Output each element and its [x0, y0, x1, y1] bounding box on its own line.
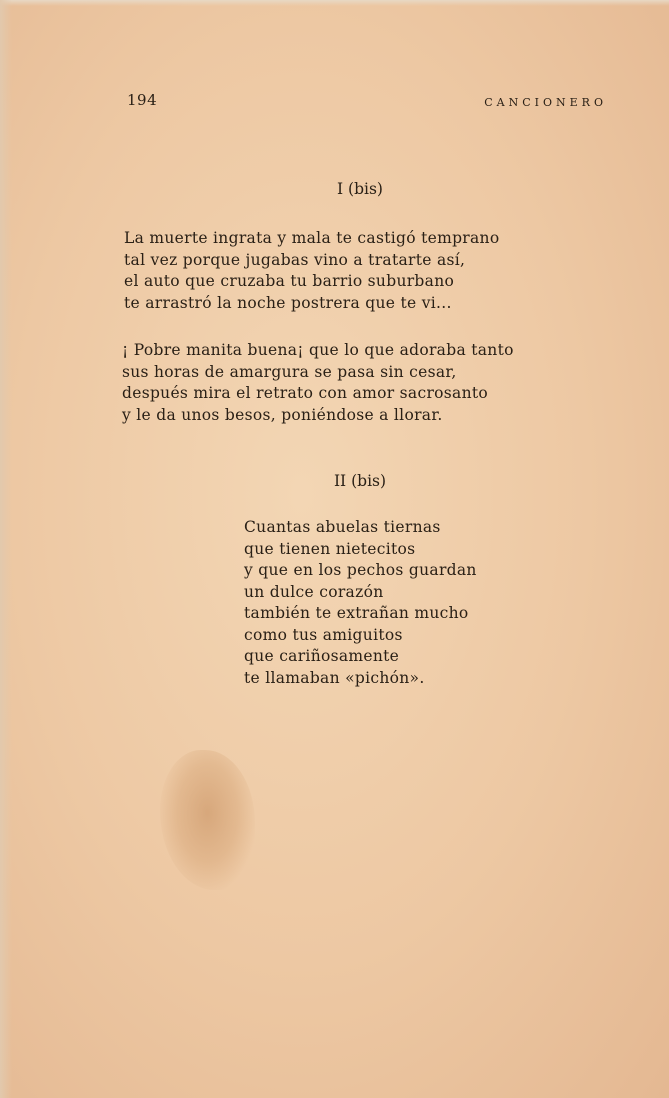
verse-line: La muerte ingrata y mala te castigó temprano — [124, 229, 500, 247]
page-top-edge — [0, 0, 669, 6]
verse-line: que cariñosamente — [244, 647, 400, 665]
verse-line: que tienen nietecitos — [244, 539, 416, 558]
verse-line: ¡ Pobre manita buena¡ que lo que adoraba tanto — [122, 341, 514, 359]
verse-line: Cuantas abuelas tiernas — [244, 518, 441, 536]
verse-line: como tus amiguitos — [244, 625, 403, 644]
stanza — [124, 228, 499, 314]
verse-line: después mira el retrato con amor sacrosanto — [122, 384, 489, 402]
verse-line: y le da unos besos, poniéndose a llorar. — [122, 405, 443, 424]
section-title-1: I (bis) — [337, 180, 383, 198]
verse-line: y que en los pechos guardan — [244, 561, 477, 579]
verse-line: también te extrañan mucho — [244, 604, 469, 622]
verse-line: un dulce corazón — [244, 582, 384, 601]
page-number: 194 — [127, 91, 158, 109]
verse-line: tal vez porque jugabas vino a tratarte así, — [124, 250, 466, 269]
verse-line: sus horas de amargura se pasa sin cesar, — [122, 362, 457, 381]
running-title: CANCIONERO — [484, 96, 607, 109]
page-left-edge — [0, 0, 12, 1098]
stanza — [122, 340, 514, 426]
section-title-2: II (bis) — [333, 472, 387, 490]
verse-line: te arrastró la noche postrera que te vi... — [124, 293, 452, 312]
water-stain — [160, 750, 255, 890]
stanza — [244, 517, 477, 689]
verse-line: te llamaban «pichón». — [244, 668, 425, 687]
verse-line: el auto que cruzaba tu barrio suburbano — [124, 272, 455, 290]
